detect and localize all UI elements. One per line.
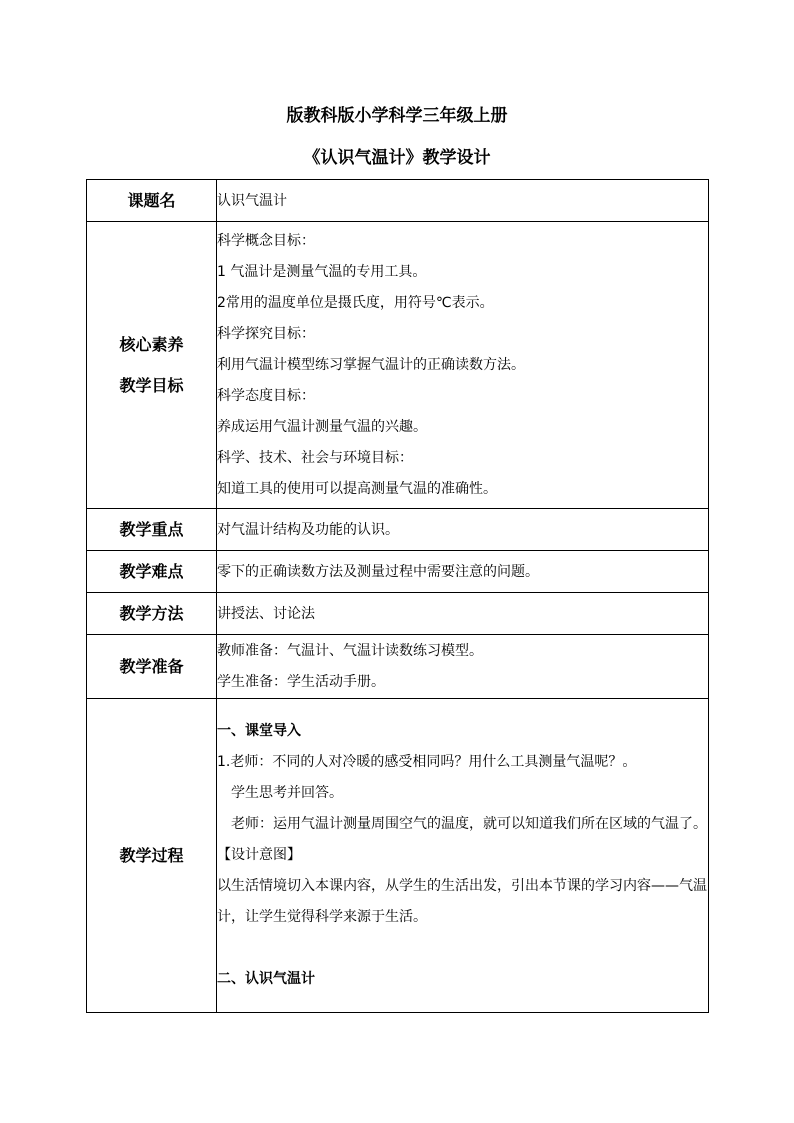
table-row-preparation <box>87 635 709 699</box>
preparation-content <box>217 635 709 699</box>
goal-line: 知道工具的使用可以提高测量气温的准确性。 <box>217 480 497 497</box>
key-points-value <box>217 509 709 551</box>
goals-label <box>87 222 217 509</box>
table-row-process <box>87 699 709 1013</box>
goals-label-line2: 教学目标 <box>119 376 184 395</box>
difficulties-value <box>217 551 709 593</box>
table-row-topic <box>87 180 709 222</box>
question-1: 1.老师：不同的人对冷暖的感受相同吗？用什么工具测量气温呢？。 <box>217 754 637 770</box>
goal-line: 科学态度目标： <box>217 387 315 404</box>
goal-line: 1 气温计是测量气温的专用工具。 <box>217 263 427 280</box>
section2-heading: 二、认识气温计 <box>217 971 315 987</box>
goal-line: 科学、技术、社会与环境目标： <box>217 449 413 466</box>
goals-content <box>217 222 709 509</box>
topic-value <box>217 180 709 222</box>
preparation-label: 教学准备 <box>87 635 217 699</box>
table-row-goals <box>87 222 709 509</box>
student-preparation: 学生准备：学生活动手册。 <box>217 673 385 690</box>
section1-heading: 一、课堂导入 <box>217 723 301 739</box>
methods-text: 讲授法、讨论法 <box>217 605 315 622</box>
teacher-explanation: 老师：运用气温计测量周围空气的温度，就可以知道我们所在区域的气温了。 <box>231 816 707 832</box>
methods-label: 教学方法 <box>87 593 217 635</box>
table-row-difficulties <box>87 551 709 593</box>
lesson-plan-table <box>86 179 709 1013</box>
process-label: 教学过程 <box>87 699 217 1013</box>
key-points-text: 对气温计结构及功能的认识。 <box>217 521 399 538</box>
topic-label: 课题名 <box>87 180 217 222</box>
goal-line: 2常用的温度单位是摄氏度，用符号℃表示。 <box>217 294 494 311</box>
teacher-preparation: 教师准备：气温计、气温计读数练习模型。 <box>217 642 483 659</box>
design-intent-text: 以生活情境切入本课内容，从学生的生活出发，引出本节课的学习内容——气温计，让学生觉得科学来源于生活。 <box>217 878 707 925</box>
topic-text: 认识气温计 <box>217 192 287 209</box>
table-row-methods <box>87 593 709 635</box>
document-title: 版教科版小学科学三年级上册 <box>286 106 508 126</box>
key-points-label: 教学重点 <box>87 509 217 551</box>
lesson-title: 《认识气温计》教学设计 <box>303 148 491 168</box>
table-row-key-points <box>87 509 709 551</box>
goals-label-line1: 核心素养 <box>119 335 184 354</box>
design-intent-heading: 【设计意图】 <box>217 847 301 863</box>
methods-value <box>217 593 709 635</box>
process-content <box>217 699 709 1013</box>
goal-line: 养成运用气温计测量气温的兴趣。 <box>217 418 427 435</box>
difficulties-label: 教学难点 <box>87 551 217 593</box>
difficulties-text: 零下的正确读数方法及测量过程中需要注意的问题。 <box>217 563 539 580</box>
blank-line <box>217 933 708 964</box>
goal-line: 科学探究目标： <box>217 325 315 342</box>
students-answer: 学生思考并回答。 <box>231 785 343 801</box>
goal-line: 利用气温计模型练习掌握气温计的正确读数方法。 <box>217 356 525 373</box>
goal-line: 科学概念目标： <box>217 232 315 249</box>
